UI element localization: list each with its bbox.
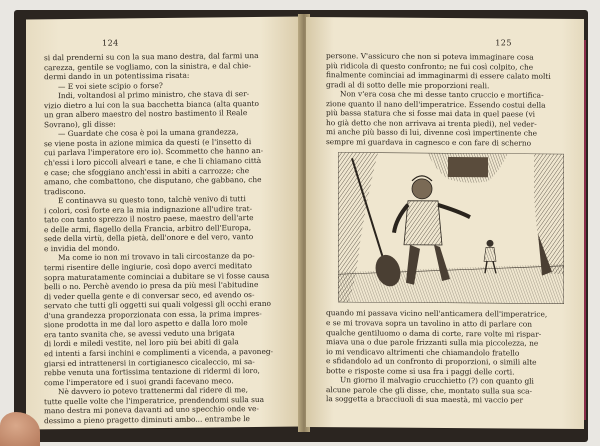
text-line: e sfidandolo ad un confronto di proporzioni, o simili alte [326, 356, 537, 367]
text-line: ho già detto che non arrivava ai trenta piedi), nel veder- [326, 117, 537, 129]
engraving-illustration [338, 153, 564, 305]
text-line: tutte quelle volte che l'imperatrice, prendendomi sulla sua [44, 394, 265, 406]
text-line: sempre mi guardava in cagnesco e con fare di scherno [326, 137, 532, 148]
text-line: se viene posta in azione mimica da questi (e l'insetto di [44, 137, 252, 149]
text-line: dermi dando in un potentissima risata: [44, 70, 190, 82]
text-line: ed intenti a farsi inchini e complimenti a vicenda, a pavoneg- [44, 346, 274, 359]
text-line: d'una grandezza proporzionata con essa, la prima impres- [44, 308, 262, 321]
text-line: giarsi ed intrattenersi in cortigianesco cicaleccio, mi sa- [44, 356, 255, 368]
text-line: alcune parole che gli disse, che, montato sulla sua sca- [326, 385, 533, 396]
text-line: persone. V'assicuro che non si poteva immaginare cosa [326, 51, 534, 62]
right-page-number: 125 [495, 38, 512, 48]
left-page [26, 17, 302, 430]
right-page-text-top [326, 51, 570, 148]
text-line: di lordi e miledi vestite, nel loro più bei abiti di gala [44, 337, 239, 349]
left-page-text [44, 51, 290, 426]
text-line: era tanto svanita che, se avessi veduto una brigata [44, 328, 235, 340]
text-line: — E voi siete scipio o forse? [58, 80, 163, 91]
text-line: termi risentire delle ingiurie, così dopo averci meditato [44, 261, 252, 273]
text-line: amano, che combattono, che disputano, che gabbano, che [44, 175, 262, 187]
text-line: Nè davvero io potevo trattenermi dal ridere di me, [58, 385, 248, 397]
text-line: E continavva su questo tono, talchè venivo di tutti [58, 194, 246, 206]
text-line: sede della virtù, della pietà, dell'onore e del vero, vanto [44, 232, 254, 244]
left-page-number: 124 [102, 38, 119, 48]
text-line: finalmente cominciai ad immaginarmi di essere calato molti [326, 70, 551, 81]
text-line: dessimo a pieno pragetto diminuti ambo... entrambe le [44, 413, 250, 426]
text-line: mi anche più basso di lui, divenne così impertinente che [326, 127, 538, 139]
text-line: Ma come io non mi trovavo in tali circostanze da po- [58, 251, 255, 263]
text-line: Indi, voltandosi al primo ministro, che stava di ser- [58, 89, 250, 101]
text-line: belli o no. Perchè avendo io presa da più mesi l'abitudine [44, 280, 259, 292]
text-line: ch'essi i loro piccoli alveari e tane, e che li chiamano città [44, 155, 262, 168]
right-page-text-bottom [326, 309, 570, 406]
text-line: tato con tanto sprezzo il nostro paese, maestro dell'arte [44, 213, 254, 225]
text-line: — Guardate che cosa è poi la umana grandezza, [58, 127, 239, 139]
text-line: Un giorno il malvagio crucchietto (?) con quanto gli [340, 375, 534, 386]
text-line: Sovrano), gli disse: [44, 119, 116, 130]
text-line: cui parlava l'imperatore ero io). Scommetto che hanno an- [44, 146, 264, 158]
giant-and-dwarf-engraving [338, 153, 564, 305]
text-line: rebbe venuta una fortissima tentazione di ridermi di loro, [44, 366, 260, 378]
text-line: io mi vendicavo altrimenti che chiamandolo fratello [326, 346, 520, 358]
text-line: e delle armi, flagello della Francia, arbitro dell'Europa, [44, 222, 252, 235]
text-line: vizio dietro a lui con la sua bacchetta bianca (alta quanto [44, 98, 259, 110]
text-line: qualche gentiluomo o dama di corte, rare volte mi rispar- [326, 327, 542, 339]
text-line: sopra maturatamente cominciai a dubitare se vi fosse causa [44, 270, 270, 282]
text-line: Non v'era cosa che mi desse tanto cruccio e mortifica- [340, 89, 544, 100]
text-line: un gran albero maestro del nostro bastimento il Reale [44, 108, 248, 120]
text-line: gradi al di sotto delle mie proporzioni reali. [326, 79, 490, 90]
text-line: e invidia del mondo. [44, 243, 120, 254]
text-line: sione prodotta in me dal loro aspetto e dalla loro mole [44, 318, 248, 330]
right-page [306, 17, 584, 429]
text-line: miava una o due parole frizzanti sulla mia piccolezza, ne [326, 337, 539, 348]
text-line: quando mi passava vicino nell'anticamera dell'imperatrice, [326, 308, 548, 320]
text-line: più bassa statura che si fosse mai data in quel paese (vi [326, 108, 535, 119]
text-line: zione quanto il nano dell'imperatrice. Essendo costui della [326, 98, 546, 110]
text-line: tradiscono. [44, 186, 86, 196]
text-line: botte e risposte come si usa fra i paggi delle corti. [326, 365, 515, 377]
text-line: i colori, così forte era la mia indignazione all'udire trat- [44, 203, 253, 216]
text-line: carezza, gentile se vogliamo, con la sinistra, e dal chie- [44, 60, 251, 72]
text-line: come l'imperatore ed i suoi grandi facevano meco. [44, 375, 234, 387]
text-line: più ridicola di questo confronto; ne fui così colpito, che [326, 60, 534, 72]
text-line: servato che tutti gli oggetti sui quali volgessi gli occhi erano [44, 299, 271, 311]
text-line: la soggetta a bracciuoli di sua maestà, mi vaccio per [326, 394, 524, 405]
text-line: si dal prenderni su con la sua mano destra, dal farmi una [44, 51, 259, 63]
text-line: e case; che sfoggiano anch'essi in abiti a carrozze; che [44, 165, 250, 177]
text-line: mano destra mi poneva davanti ad uno specchio onde ve- [44, 404, 259, 416]
text-line: e se mi trovava sopra un tavolino in atto di parlare con [326, 318, 532, 329]
text-line: di veder quella gente e di conversar seco, ed avendo os- [44, 289, 255, 301]
